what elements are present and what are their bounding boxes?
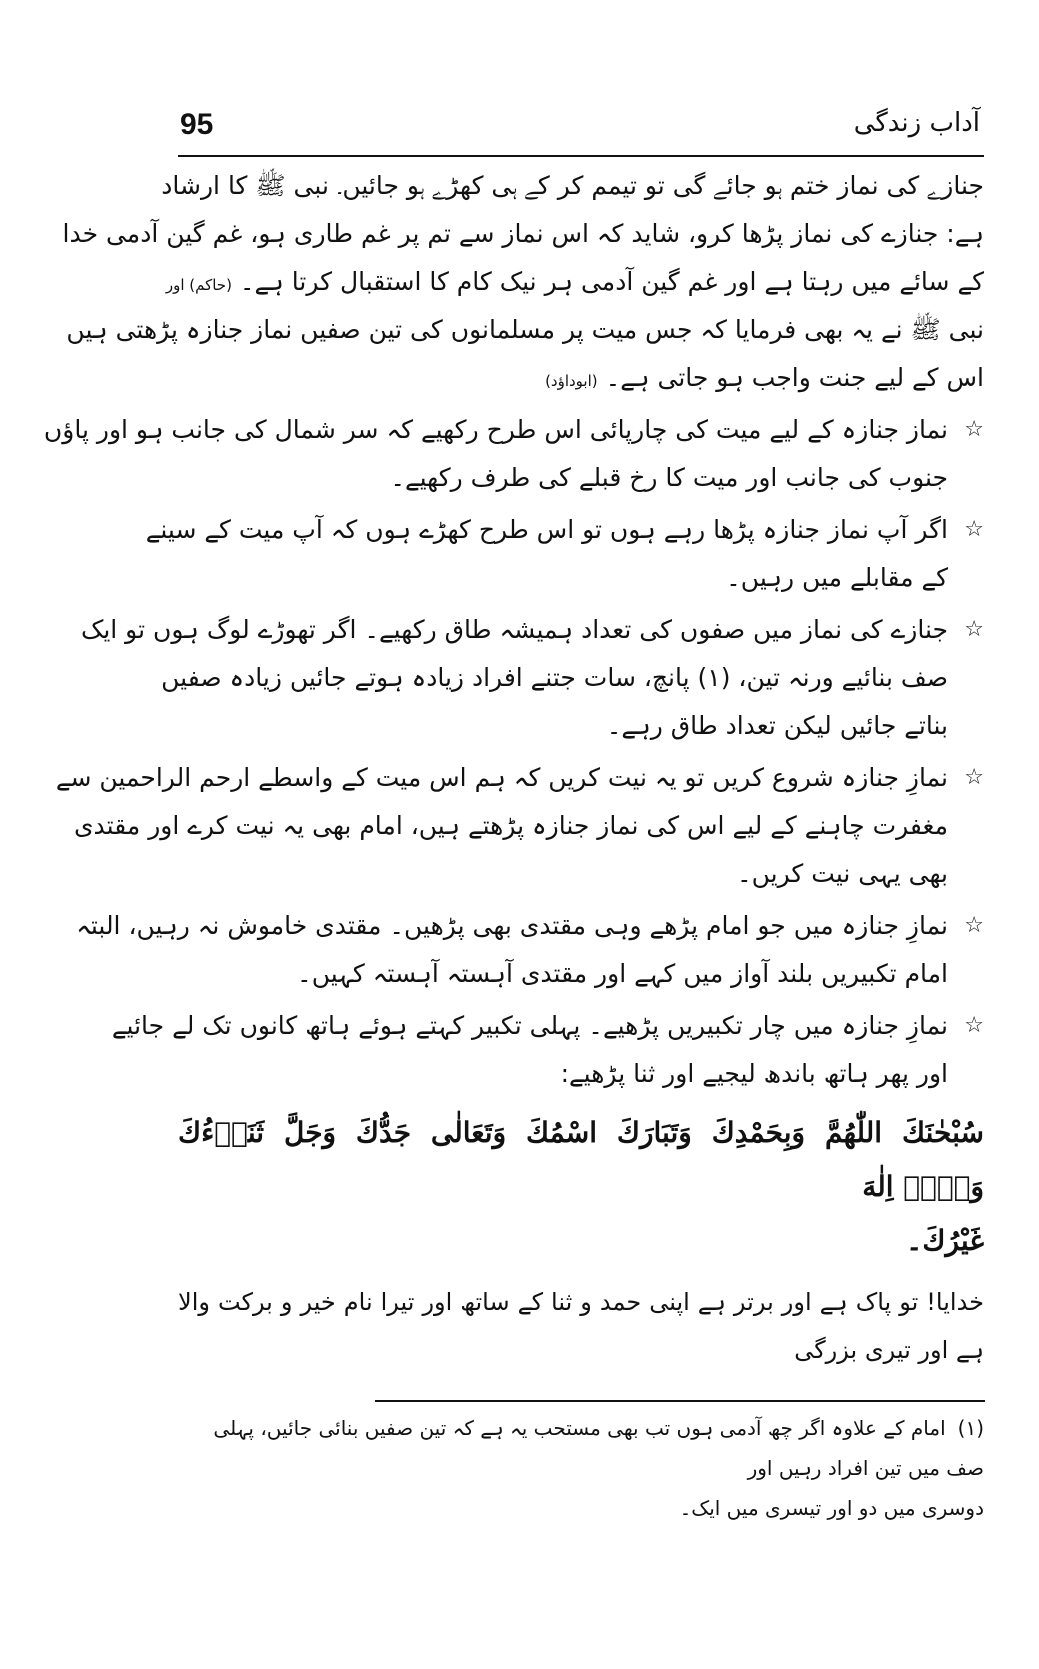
paragraph-line: جنازے کی نماز ختم ہو جائے گی تو تیمم کر کے ہی کھڑے ہو جائیں۔ نبی ﷺ کا ارشاد [161,171,984,200]
item-line: صف بنائیے ورنہ تین، (۱) پانچ، سات جتنے افراد زیادہ ہوتے جائیں زیادہ صفیں [161,663,948,692]
item-line: مغفرت چاہنے کے لیے اس کی نماز جنازہ پڑھتے ہیں، امام بھی یہ نیت کرے اور مقتدی [73,811,948,840]
dua-translation: خدایا! تو پاک ہے اور برتر ہے اپنی حمد و ثنا کے ساتھ اور تیرا نام خیر و برکت والا ہے اور تیری بزرگی [178,1288,984,1364]
paragraph-line: ہے: جنازے کی نماز پڑھا کرو، شاید کہ اس نماز سے تم پر غم طاری ہو، غم گین آدمی خدا [62,219,984,248]
footnote-text: امام کے علاوہ اگر چھ آدمی ہوں تب بھی مستحب یہ ہے کہ تین صفیں بنائی جائیں، پہلی صف میں تین افراد رہیں اور [213,1416,984,1480]
main-text [43,162,984,1374]
bullet-item [80,606,984,750]
bullet-item [111,1002,984,1098]
star-bullet-icon: ☆ [964,765,984,790]
item-line: بھی یہی نیت کریں۔ [737,859,948,888]
paragraph-line: نبی ﷺ نے یہ بھی فرمایا کہ جس میت پر مسلمانوں کی تین صفیں نماز جنازہ پڑھتی ہیں [66,315,984,344]
item-line: نمازِ جنازہ میں جو امام پڑھے وہی مقتدی بھی پڑھیں۔ مقتدی خاموش نہ رہیں، البتہ [76,911,948,940]
page-header [180,108,980,152]
star-bullet-icon: ☆ [964,913,984,938]
star-bullet-icon: ☆ [964,617,984,642]
footnote-line [178,1408,984,1488]
item-line: نماز جنازہ کے لیے میت کی چارپائی اس طرح رکھیے کہ سر شمال کی جانب ہو اور پاؤں [43,415,948,444]
bullet-item [145,506,984,602]
star-bullet-icon: ☆ [964,1013,984,1038]
paragraph-line [178,354,984,402]
reference-abudawud: (ابوداؤد) [545,372,598,390]
bullet-item [76,902,984,998]
footnote [178,1408,984,1528]
star-bullet-icon: ☆ [964,517,984,542]
bullet-item [55,754,984,898]
reference-hakim: (حاکم) اور [165,276,232,294]
bullet-item [43,406,984,502]
header-divider [178,155,984,157]
item-line: نمازِ جنازہ میں چار تکبیریں پڑھیے۔ پہلی تکبیر کہتے ہوئے ہاتھ کانوں تک لے جائیے [111,1011,948,1040]
paragraph-line [165,258,984,306]
item-line: جنوب کی جانب اور میت کا رخ قبلے کی طرف رکھیے۔ [390,463,948,492]
arabic-dua [178,1106,984,1268]
dua-line: غَيْرُكَ۔ [905,1224,984,1257]
page-number: 95 [180,108,214,141]
item-line: امام تکبیریں بلند آواز میں کہے اور مقتدی آہستہ آہستہ کہیں۔ [297,959,948,988]
book-title: آداب زندگی [853,108,980,138]
item-line: جنازے کی نماز میں صفوں کی تعداد ہمیشہ طاق رکھیے۔ اگر تھوڑے لوگ ہوں تو ایک [80,615,948,644]
dua-line: سُبْحٰنَكَ اللّٰهُمَّ وَبِحَمْدِكَ وَتَبَارَكَ اسْمُكَ وَتَعَالٰى جَدُّكَ وَجَلَّ ثَنَاۤءُكَ وَلَاۤ اِلٰهَ [178,1116,984,1203]
star-bullet-icon: ☆ [964,417,984,442]
footnote-line: دوسری میں دو اور تیسری میں ایک۔ [679,1496,984,1520]
item-line: اگر آپ نماز جنازہ پڑھا رہے ہوں تو اس طرح کھڑے ہوں کہ آپ میت کے سینے [145,515,948,544]
footnote-divider [375,1400,985,1402]
item-line: اور پھر ہاتھ باندھ لیجیے اور ثنا پڑھیے: [560,1059,948,1088]
item-line: بناتے جائیں لیکن تعداد طاق رہے۔ [606,711,948,740]
paragraph-text: کے سائے میں رہتا ہے اور غم گین آدمی ہر نیک کام کا استقبال کرتا ہے۔ [239,267,984,296]
footnote-marker: (۱) [957,1416,984,1440]
item-line: نمازِ جنازہ شروع کریں تو یہ نیت کریں کہ ہم اس میت کے واسطے ارحم الراحمین سے [55,763,948,792]
item-line: کے مقابلے میں رہیں۔ [726,563,948,592]
paragraph-text: اس کے لیے جنت واجب ہو جاتی ہے۔ [605,363,984,392]
